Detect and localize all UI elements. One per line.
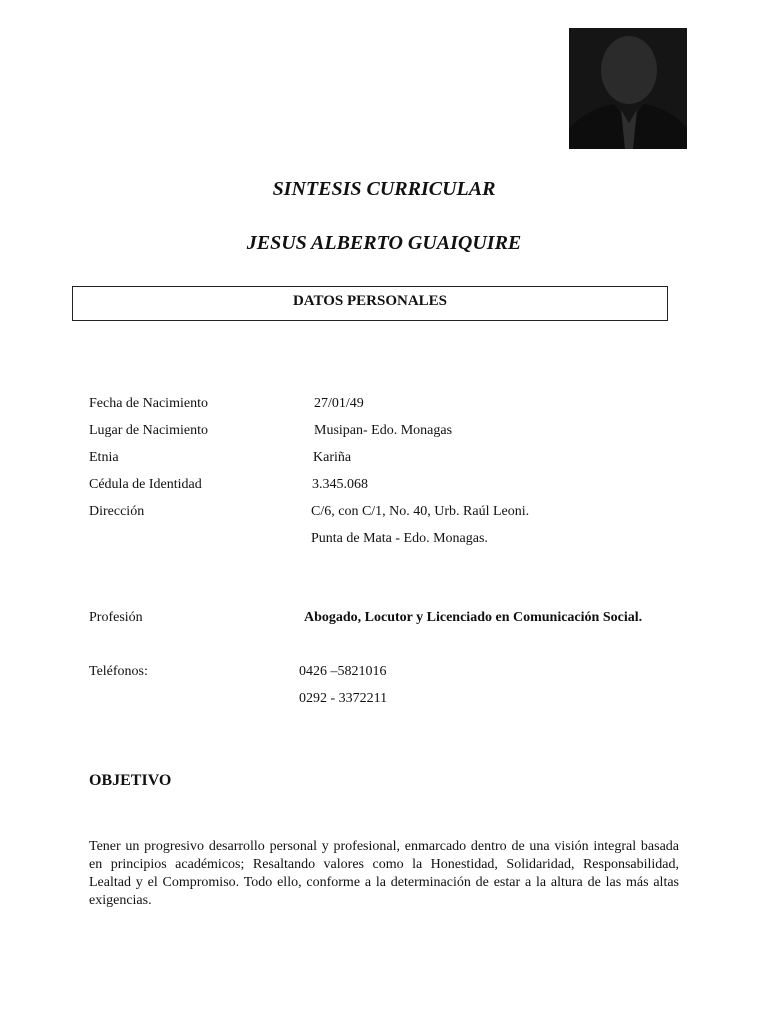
person-silhouette-icon: [569, 28, 687, 149]
ethnicity-label: Etnia: [89, 450, 119, 465]
birth-date-value: 27/01/49: [314, 396, 364, 411]
address-label: Dirección: [89, 504, 145, 519]
birth-date-label: Fecha de Nacimiento: [89, 396, 208, 411]
section-heading: DATOS PERSONALES: [292, 293, 448, 309]
birth-place-value: Musipan- Edo. Monagas: [314, 423, 453, 438]
profession-value: Abogado, Locutor y Licenciado en Comunicación Social.: [304, 610, 643, 625]
personal-data-section-box: [72, 286, 668, 321]
address-line-2: Punta de Mata - Edo. Monagas.: [311, 531, 488, 546]
phone-1: 0426 –5821016: [299, 664, 387, 679]
person-name: JESUS ALBERTO GUAIQUIRE: [246, 232, 522, 254]
phone-2: 0292 - 3372211: [299, 691, 388, 706]
id-value: 3.345.068: [312, 477, 368, 492]
birth-place-label: Lugar de Nacimiento: [89, 423, 208, 438]
objective-text: Tener un progresivo desarrollo personal y profesional, enmarcado dentro de una visión integral basada en principios académicos; Resaltando valores como la Honestidad, Solidaridad, Responsabilidad, Lealtad y el Compromiso. Todo ello, conforme a la determinación de estar a la altura de las más altas exigencias.: [89, 839, 679, 908]
id-label: Cédula de Identidad: [89, 477, 202, 492]
objective-heading: OBJETIVO: [89, 772, 172, 789]
address-line-1: C/6, con C/1, No. 40, Urb. Raúl Leoni.: [311, 504, 530, 519]
profession-label: Profesión: [89, 610, 143, 625]
document-title: SINTESIS CURRICULAR: [272, 178, 496, 200]
profile-photo: [569, 28, 687, 149]
phones-label: Teléfonos:: [89, 664, 148, 679]
ethnicity-value: Kariña: [313, 450, 352, 465]
